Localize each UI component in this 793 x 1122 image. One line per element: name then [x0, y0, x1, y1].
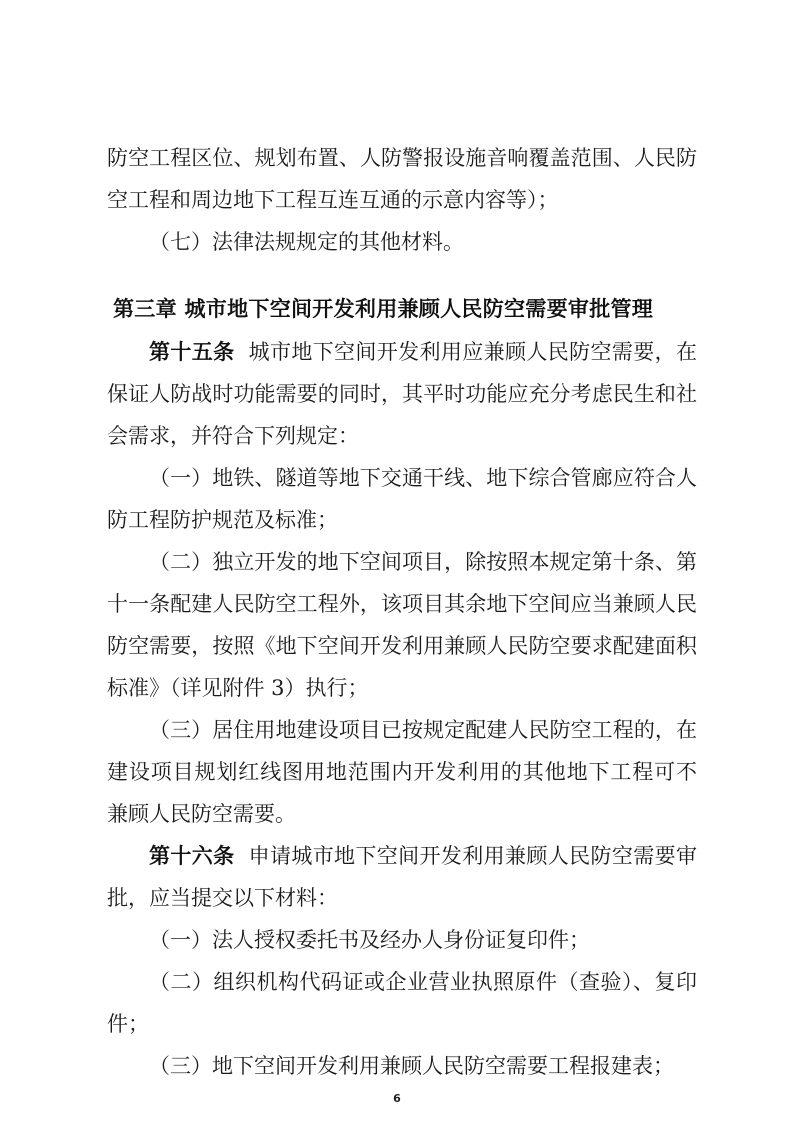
article-16-line-2: 批，应当提交以下材料：	[107, 886, 338, 910]
article-15-line-1	[149, 336, 697, 368]
article-15-text-1: 城市地下空间开发利用应兼顾人民防空需要，在	[248, 340, 697, 364]
continuation-line-2: 空工程和周边地下工程互连互通的示意内容等）；	[107, 188, 559, 212]
article-15-item-3-line-3: 兼顾人民防空需要。	[107, 802, 296, 826]
article-16-item-2-line-1: （二）组织机构代码证或企业营业执照原件（查验）、复印	[149, 970, 697, 994]
article-16-line-1	[149, 840, 697, 872]
article-15-item-2-line-2: 十一条配建人民防空工程外，该项目其余地下空间应当兼顾人民	[107, 592, 697, 616]
article-15-item-3-line-2: 建设项目规划红线图用地范围内开发利用的其他地下工程可不	[107, 760, 697, 784]
article-16-text-1: 申请城市地下空间开发利用兼顾人民防空需要审	[248, 844, 697, 868]
article-15-item-2-line-1: （二）独立开发的地下空间项目，除按照本规定第十条、第	[149, 550, 697, 574]
article-15-line-2: 保证人防战时功能需要的同时，其平时功能应充分考虑民生和社	[107, 382, 697, 406]
article-15-item-3-line-1: （三）居住用地建设项目已按规定配建人民防空工程的，在	[149, 718, 697, 742]
article-15-line-3: 会需求，并符合下列规定：	[107, 424, 359, 448]
article-16-item-3: （三）地下空间开发利用兼顾人民防空需要工程报建表；	[149, 1054, 674, 1078]
article-15-item-1-line-1: （一）地铁、隧道等地下交通干线、地下综合管廊应符合人	[149, 466, 697, 490]
article-16-item-1: （一）法人授权委托书及经办人身份证复印件；	[149, 928, 590, 952]
article-15-item-2-line-4: 标准》（详见附件 3）执行；	[107, 676, 369, 700]
article-15-item-1-line-2: 防工程防护规范及标准；	[107, 508, 338, 532]
article-16-label: 第十六条	[149, 844, 235, 868]
article-15-item-2-line-3: 防空需要，按照《地下空间开发利用兼顾人民防空要求配建面积	[107, 634, 697, 658]
article-15-label: 第十五条	[149, 340, 235, 364]
chapter-title: 第三章 城市地下空间开发利用兼顾人民防空需要审批管理	[113, 297, 654, 321]
continuation-line-1: 防空工程区位、规划布置、人防警报设施音响覆盖范围、人民防	[107, 146, 697, 170]
item-7: （七）法律法规规定的其他材料。	[149, 230, 464, 254]
page-number: 6	[393, 1092, 401, 1105]
article-16-item-2-line-2: 件；	[107, 1012, 149, 1036]
